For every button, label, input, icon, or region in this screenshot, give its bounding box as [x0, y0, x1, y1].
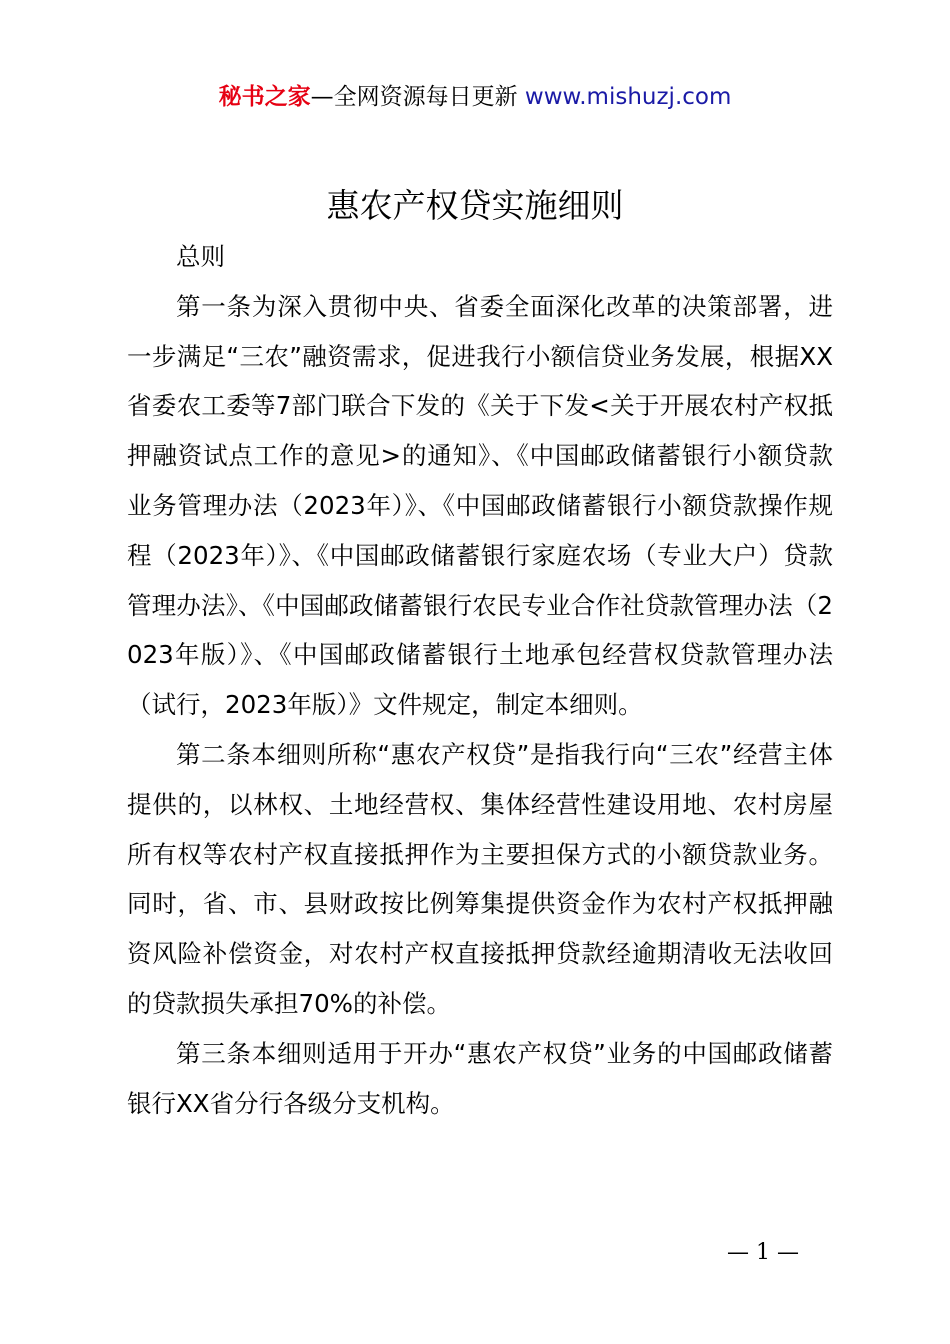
- site-url-link[interactable]: www.mishuzj.com: [524, 84, 732, 110]
- site-name: 秘书之家: [218, 84, 311, 110]
- page-number: — 1 —: [727, 1240, 799, 1265]
- article-2-paragraph: 第二条本细则所称“惠农产权贷”是指我行向“三农”经营主体提供的，以林权、土地经营权、集体经营性建设用地、农村房屋所有权等农村产权直接抵押作为主要担保方式的小额贷款业务。同时，省、市、县财政按比例筹集提供资金作为农村产权抵押融资风险补偿资金，对农村产权直接抵押贷款经逾期清收无法收回的贷款损失承担70%的补偿。: [127, 739, 833, 1018]
- document-title: 惠农产权贷实施细则: [326, 186, 624, 225]
- article-3-paragraph: 第三条本细则适用于开办“惠农产权贷”业务的中国邮政储蓄银行XX省分行各级分支机构。: [127, 1038, 833, 1118]
- site-tagline: —全网资源每日更新: [310, 84, 518, 110]
- document-body: [127, 232, 833, 1128]
- article-1-paragraph: 第一条为深入贯彻中央、省委全面深化改革的决策部署，进一步满足“三农”融资需求，促进我行小额信贷业务发展，根据XX省委农工委等7部门联合下发的《关于下发<关于开展农村产权抵押融资试点工作的意见>的通知》、《中国邮政储蓄银行小额贷款业务管理办法（2023年）》、《中国邮政储蓄银行小额贷款操作规程（2023年）》、《中国邮政储蓄银行家庭农场（专业大户）贷款管理办法》、《中国邮政储蓄银行农民专业合作社贷款管理办法（2023年版）》、《中国邮政储蓄银行土地承包经营权贷款管理办法（试行，2023年版）》文件规定，制定本细则。: [127, 291, 833, 720]
- site-header: [0, 80, 950, 114]
- section-heading: 总则: [176, 242, 225, 271]
